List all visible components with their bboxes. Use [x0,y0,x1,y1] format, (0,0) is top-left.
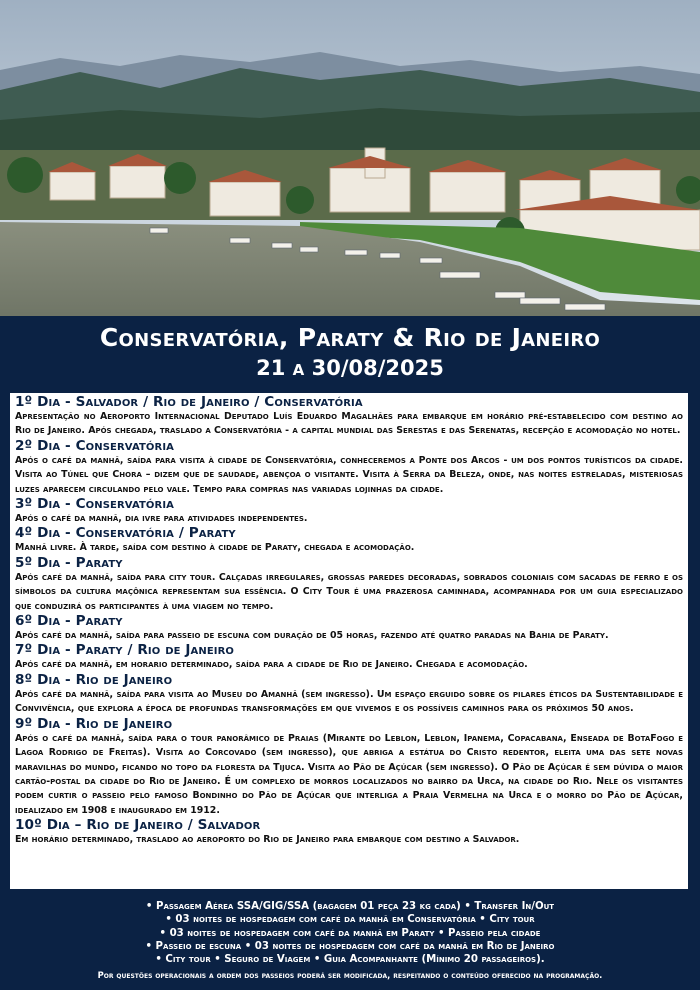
itinerary-day [15,556,683,614]
day-description: Manhã livre. À tarde, saída com destino à cidade de Paraty, chegada e acomodação. [15,542,415,554]
includes-line: • 03 noites de hospedagem com café da manhã em Conservatória • City tour [165,914,535,926]
day-title: 9º Dia - Rio de Janeiro [15,715,173,732]
hero-photo-paraty [0,0,700,318]
itinerary-panel [8,391,690,891]
day-title: 2º Dia - Conservatória [15,437,174,454]
day-description: Após o café da manhã, saída para o tour panorâmico de Praias (Mirante do Leblon, Leblon, Ipanema, Copacabana, Enseada de BotaFogo e Lagoa Rodrigo de Freitas). Visita ao Corcovado (sem ingresso), que abriga a estátua do Cristo redentor, eleita uma das sete novas maravilhas do mundo, ficando no topo da floresta da Tijuca. Visita ao Pão de Açúcar (sem ingresso). O Pão de Açúcar é sem dúvida o maior cartão-postal da cidade do Rio de Janeiro. É um complexo de morros localizados no bairro da Urca, na cidade do Rio. Nele os visitantes podem curtir o passeio pelo famoso Bondinho do Pão de Açúcar que interliga a Praia Vermelha na Urca e o morro do Pão de Açúcar, idealizado em 1908 e inaugurado em 1912. [15,732,683,816]
day-description: Em horário determinado, traslado ao aeroporto do Rio de Janeiro para embarque com destino a Salvador. [15,834,520,846]
includes-line: • Passagem Aérea SSA/GIG/SSA (bagagem 01 peça 23 kg cada) • Transfer In/Out [145,901,555,912]
day-title: 1º Dia - Salvador / Rio de Janeiro / Conservatória [15,394,363,410]
itinerary-day [15,497,683,526]
day-title: 8º Dia - Rio de Janeiro [15,671,173,688]
itinerary-day [15,643,683,672]
day-description: Após café da manhã, saída para city tour. Calçadas irregulares, grossas paredes decoradas, sobrados coloniais com sacadas de ferro e os símbolos da cultura maçônica representam sua essência. O City Tour é uma prazerosa caminhada, acompanhada por um guia especializado que conduzirá os participantes à uma viagem no tempo. [15,571,683,612]
day-description: Após café da manhã, saída para passeio de escuna com duração de 05 horas, fazendo até quatro paradas na Bahia de Paraty. [15,630,609,642]
day-description: Apresentação no Aeroporto Internacional Deputado Luís Eduardo Magalhães para embarque em horário pré-estabelecido com destino ao Rio de Janeiro. Após chegada, traslado a Conservatória - a capital mundial das Serestas e das Serenatas, recepção e acomodação no hotel. [15,411,683,437]
day-description: Após o café da manhã, saída para visita à cidade de Conservatória, conheceremos a Ponte dos Arcos - um dos pontos turísticos da cidade. Visita ao Túnel que Chora – dizem que de saudade, abençoa o visitante. Visita à Serra da Beleza, onde, nas noites estreladas, misteriosas luzes aparecem circulando pelo vale. Tempo para compras nas variadas lojinhas da cidade. [15,454,683,495]
itinerary-day [15,526,683,555]
itinerary-day [15,439,683,497]
trip-dates: 21 a 30/08/2025 [256,356,444,380]
day-title: 6º Dia - Paraty [15,613,123,630]
day-title: 7º Dia - Paraty / Rio de Janeiro [15,642,234,659]
package-includes [0,900,700,990]
itinerary-day [15,818,683,847]
day-title: 3º Dia - Conservatória [15,496,174,513]
day-description: Após café da manhã, saída para visita ao Museu do Amanhã (sem ingresso). Um espaço erguido sobre os pilares éticos da Sustentabilidade e Convivência, que explora a época de profundas transformações em que vivemos e os possíveis caminhos para os próximos 50 anos. [15,688,683,715]
includes-line: • Passeio de escuna • 03 noites de hospedagem com café da manhã em Rio de Janeiro [145,940,555,952]
includes-line: • 03 noites de hospedagem com café da manhã em Paraty • Passeio pela cidade [159,927,541,939]
itinerary-day [15,395,683,439]
day-title: 10º Dia – Rio de Janeiro / Salvador [15,817,261,834]
day-title: 4º Dia - Conservatória / Paraty [15,525,236,542]
itinerary-day [15,673,683,717]
includes-line: • City tour • Seguro de Viagem • Guia Acompanhante (Mínimo 20 passageiros). [155,954,545,966]
day-description: Após café da manhã, em horario determinado, saída para a cidade de Rio de Janeiro. Chegada e acomodação. [15,659,528,671]
page-title: Conservatória, Paraty & Rio de Janeiro [99,323,601,352]
day-description: Após o café da manhã, dia ivre para atividades independentes. [15,513,308,525]
title-band [0,316,700,390]
footer-note: Por questões operacionais a ordem dos passeios poderá ser modificada, respeitando o conteúdo oferecido na programação. [97,970,603,981]
day-title: 5º Dia - Paraty [15,554,123,571]
itinerary-day [15,717,683,818]
itinerary-day [15,614,683,643]
